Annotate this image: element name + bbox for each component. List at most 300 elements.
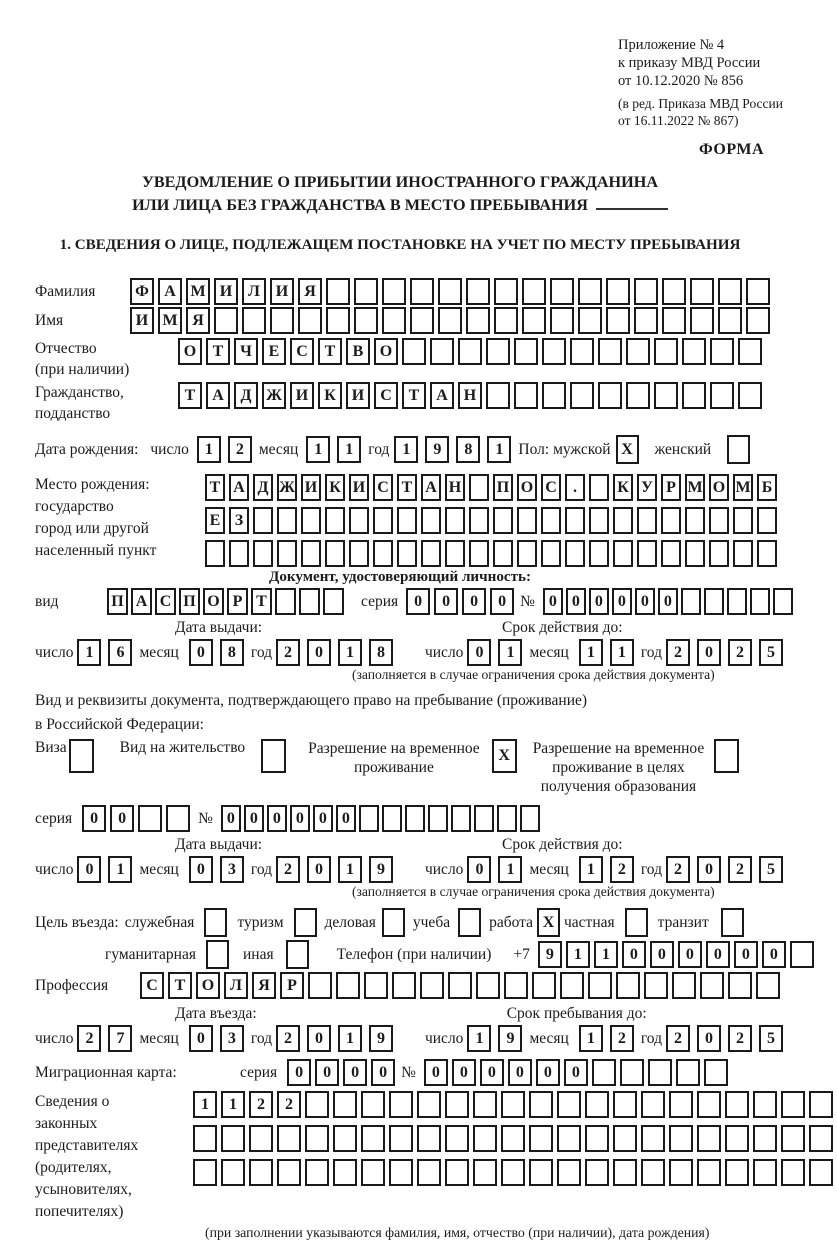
char-cell[interactable] <box>359 805 379 832</box>
char-cell[interactable] <box>214 307 238 334</box>
char-cell[interactable] <box>389 1159 413 1186</box>
char-cell[interactable] <box>598 338 622 365</box>
char-cell[interactable] <box>725 1091 749 1118</box>
char-cell[interactable]: 0 <box>267 805 287 832</box>
char-cell[interactable] <box>592 1059 616 1086</box>
char-cell[interactable] <box>221 1125 245 1152</box>
char-cell[interactable] <box>298 307 322 334</box>
char-cell[interactable] <box>473 1091 497 1118</box>
char-cell[interactable] <box>662 307 686 334</box>
char-cell[interactable] <box>382 278 406 305</box>
char-cell[interactable] <box>641 1125 665 1152</box>
char-cell[interactable]: 5 <box>759 856 783 883</box>
char-cell[interactable] <box>781 1125 805 1152</box>
char-cell[interactable]: 1 <box>221 1091 245 1118</box>
char-cell[interactable] <box>253 540 273 567</box>
char-cell[interactable] <box>301 507 321 534</box>
char-cell[interactable] <box>626 338 650 365</box>
char-cell[interactable] <box>644 972 668 999</box>
char-cell[interactable] <box>494 278 518 305</box>
char-cell[interactable]: 3 <box>220 1025 244 1052</box>
char-cell[interactable]: 0 <box>371 1059 395 1086</box>
checkbox-cell[interactable] <box>261 739 286 773</box>
char-cell[interactable]: Ж <box>262 382 286 409</box>
char-cell[interactable] <box>166 805 190 832</box>
char-cell[interactable] <box>445 507 465 534</box>
char-cell[interactable]: 0 <box>678 941 702 968</box>
char-cell[interactable] <box>458 338 482 365</box>
char-cell[interactable] <box>654 382 678 409</box>
char-cell[interactable] <box>585 1125 609 1152</box>
char-cell[interactable] <box>270 307 294 334</box>
char-cell[interactable] <box>718 278 742 305</box>
char-cell[interactable] <box>557 1125 581 1152</box>
char-cell[interactable] <box>809 1159 833 1186</box>
char-cell[interactable]: 2 <box>666 1025 690 1052</box>
char-cell[interactable] <box>277 540 297 567</box>
char-cell[interactable] <box>326 278 350 305</box>
char-cell[interactable] <box>709 507 729 534</box>
char-cell[interactable]: 1 <box>579 639 603 666</box>
char-cell[interactable]: Т <box>168 972 192 999</box>
char-cell[interactable] <box>682 338 706 365</box>
char-cell[interactable] <box>514 382 538 409</box>
char-cell[interactable]: С <box>374 382 398 409</box>
char-cell[interactable] <box>781 1159 805 1186</box>
char-cell[interactable]: 1 <box>487 436 511 463</box>
char-cell[interactable] <box>193 1159 217 1186</box>
char-cell[interactable] <box>402 338 426 365</box>
char-cell[interactable] <box>616 972 640 999</box>
char-cell[interactable] <box>589 540 609 567</box>
char-cell[interactable] <box>445 540 465 567</box>
char-cell[interactable] <box>733 507 753 534</box>
char-cell[interactable] <box>578 307 602 334</box>
char-cell[interactable]: 9 <box>369 1025 393 1052</box>
char-cell[interactable] <box>738 382 762 409</box>
char-cell[interactable] <box>325 540 345 567</box>
char-cell[interactable]: М <box>158 307 182 334</box>
char-cell[interactable] <box>349 540 369 567</box>
char-cell[interactable] <box>613 1091 637 1118</box>
char-cell[interactable] <box>697 1159 721 1186</box>
char-cell[interactable]: А <box>430 382 454 409</box>
char-cell[interactable]: 9 <box>538 941 562 968</box>
char-cell[interactable] <box>448 972 472 999</box>
char-cell[interactable] <box>205 540 225 567</box>
char-cell[interactable] <box>493 507 513 534</box>
char-cell[interactable]: Т <box>397 474 417 501</box>
char-cell[interactable]: 6 <box>108 639 132 666</box>
char-cell[interactable]: С <box>140 972 164 999</box>
char-cell[interactable] <box>430 338 454 365</box>
char-cell[interactable]: 1 <box>467 1025 491 1052</box>
char-cell[interactable] <box>301 540 321 567</box>
char-cell[interactable]: Л <box>224 972 248 999</box>
char-cell[interactable] <box>613 540 633 567</box>
char-cell[interactable] <box>529 1125 553 1152</box>
char-cell[interactable]: 0 <box>336 805 356 832</box>
char-cell[interactable] <box>354 278 378 305</box>
char-cell[interactable] <box>757 540 777 567</box>
char-cell[interactable] <box>299 588 320 615</box>
char-cell[interactable] <box>520 805 540 832</box>
char-cell[interactable] <box>662 278 686 305</box>
char-cell[interactable] <box>753 1125 777 1152</box>
char-cell[interactable]: Т <box>318 338 342 365</box>
char-cell[interactable] <box>704 1059 728 1086</box>
char-cell[interactable]: Р <box>280 972 304 999</box>
char-cell[interactable]: 0 <box>508 1059 532 1086</box>
char-cell[interactable]: 2 <box>610 1025 634 1052</box>
char-cell[interactable] <box>277 1125 301 1152</box>
char-cell[interactable] <box>389 1125 413 1152</box>
char-cell[interactable] <box>690 307 714 334</box>
char-cell[interactable] <box>522 307 546 334</box>
char-cell[interactable] <box>428 805 448 832</box>
char-cell[interactable] <box>138 805 162 832</box>
char-cell[interactable]: 0 <box>313 805 333 832</box>
checkbox-cell[interactable] <box>206 940 229 969</box>
char-cell[interactable] <box>750 588 770 615</box>
char-cell[interactable]: С <box>155 588 176 615</box>
char-cell[interactable]: Н <box>445 474 465 501</box>
char-cell[interactable] <box>333 1125 357 1152</box>
char-cell[interactable]: 1 <box>193 1091 217 1118</box>
char-cell[interactable]: 0 <box>536 1059 560 1086</box>
char-cell[interactable] <box>438 307 462 334</box>
char-cell[interactable] <box>361 1125 385 1152</box>
char-cell[interactable] <box>410 307 434 334</box>
char-cell[interactable] <box>637 507 657 534</box>
char-cell[interactable] <box>466 278 490 305</box>
char-cell[interactable]: 0 <box>189 639 213 666</box>
char-cell[interactable] <box>588 972 612 999</box>
char-cell[interactable]: 0 <box>650 941 674 968</box>
char-cell[interactable] <box>661 507 681 534</box>
char-cell[interactable]: 0 <box>110 805 134 832</box>
char-cell[interactable] <box>501 1091 525 1118</box>
char-cell[interactable]: 0 <box>697 1025 721 1052</box>
char-cell[interactable]: А <box>158 278 182 305</box>
char-cell[interactable]: М <box>186 278 210 305</box>
char-cell[interactable]: О <box>517 474 537 501</box>
char-cell[interactable] <box>648 1059 672 1086</box>
char-cell[interactable] <box>746 278 770 305</box>
char-cell[interactable] <box>669 1091 693 1118</box>
char-cell[interactable]: М <box>685 474 705 501</box>
char-cell[interactable]: А <box>229 474 249 501</box>
char-cell[interactable]: 1 <box>594 941 618 968</box>
char-cell[interactable] <box>661 540 681 567</box>
char-cell[interactable]: 2 <box>276 1025 300 1052</box>
char-cell[interactable] <box>417 1125 441 1152</box>
char-cell[interactable]: Р <box>661 474 681 501</box>
char-cell[interactable] <box>557 1159 581 1186</box>
char-cell[interactable] <box>308 972 332 999</box>
char-cell[interactable]: 0 <box>307 856 331 883</box>
char-cell[interactable] <box>389 1091 413 1118</box>
char-cell[interactable] <box>697 1125 721 1152</box>
char-cell[interactable] <box>405 805 425 832</box>
char-cell[interactable]: Б <box>757 474 777 501</box>
char-cell[interactable]: С <box>541 474 561 501</box>
char-cell[interactable]: 1 <box>197 436 221 463</box>
char-cell[interactable]: 2 <box>77 1025 101 1052</box>
char-cell[interactable]: К <box>613 474 633 501</box>
checkbox-cell[interactable]: X <box>616 435 639 464</box>
checkbox-cell[interactable] <box>69 739 94 773</box>
char-cell[interactable] <box>305 1091 329 1118</box>
char-cell[interactable]: П <box>107 588 128 615</box>
char-cell[interactable]: 0 <box>706 941 730 968</box>
char-cell[interactable] <box>613 1159 637 1186</box>
char-cell[interactable] <box>560 972 584 999</box>
char-cell[interactable] <box>325 507 345 534</box>
char-cell[interactable]: 3 <box>220 856 244 883</box>
char-cell[interactable] <box>494 307 518 334</box>
char-cell[interactable] <box>476 972 500 999</box>
char-cell[interactable]: 0 <box>697 856 721 883</box>
char-cell[interactable]: 1 <box>338 1025 362 1052</box>
char-cell[interactable] <box>589 507 609 534</box>
char-cell[interactable]: О <box>178 338 202 365</box>
char-cell[interactable]: В <box>346 338 370 365</box>
char-cell[interactable]: Т <box>251 588 272 615</box>
char-cell[interactable] <box>397 507 417 534</box>
char-cell[interactable] <box>221 1159 245 1186</box>
char-cell[interactable] <box>361 1159 385 1186</box>
char-cell[interactable]: 0 <box>564 1059 588 1086</box>
char-cell[interactable]: 0 <box>490 588 514 615</box>
checkbox-cell[interactable] <box>204 908 227 937</box>
char-cell[interactable]: 1 <box>498 856 522 883</box>
char-cell[interactable] <box>529 1159 553 1186</box>
char-cell[interactable] <box>641 1159 665 1186</box>
char-cell[interactable]: И <box>301 474 321 501</box>
char-cell[interactable] <box>445 1091 469 1118</box>
char-cell[interactable] <box>253 507 273 534</box>
char-cell[interactable] <box>585 1091 609 1118</box>
char-cell[interactable] <box>725 1125 749 1152</box>
char-cell[interactable]: 0 <box>189 1025 213 1052</box>
char-cell[interactable]: 0 <box>290 805 310 832</box>
char-cell[interactable]: 8 <box>456 436 480 463</box>
char-cell[interactable]: 0 <box>406 588 430 615</box>
char-cell[interactable] <box>373 507 393 534</box>
char-cell[interactable]: Т <box>178 382 202 409</box>
char-cell[interactable]: Я <box>252 972 276 999</box>
char-cell[interactable] <box>606 307 630 334</box>
char-cell[interactable] <box>790 941 814 968</box>
char-cell[interactable]: И <box>130 307 154 334</box>
char-cell[interactable] <box>541 507 561 534</box>
char-cell[interactable]: З <box>229 507 249 534</box>
char-cell[interactable]: 8 <box>369 639 393 666</box>
char-cell[interactable] <box>275 588 296 615</box>
char-cell[interactable]: 0 <box>697 639 721 666</box>
char-cell[interactable]: 9 <box>498 1025 522 1052</box>
char-cell[interactable] <box>305 1159 329 1186</box>
char-cell[interactable] <box>634 278 658 305</box>
char-cell[interactable] <box>728 972 752 999</box>
char-cell[interactable]: 1 <box>108 856 132 883</box>
char-cell[interactable]: П <box>493 474 513 501</box>
char-cell[interactable] <box>469 540 489 567</box>
char-cell[interactable] <box>501 1159 525 1186</box>
char-cell[interactable]: С <box>373 474 393 501</box>
char-cell[interactable] <box>469 507 489 534</box>
char-cell[interactable]: 0 <box>343 1059 367 1086</box>
char-cell[interactable]: 0 <box>307 1025 331 1052</box>
char-cell[interactable]: Ч <box>234 338 258 365</box>
char-cell[interactable]: 1 <box>579 1025 603 1052</box>
char-cell[interactable] <box>781 1091 805 1118</box>
char-cell[interactable] <box>809 1125 833 1152</box>
char-cell[interactable] <box>620 1059 644 1086</box>
char-cell[interactable] <box>541 540 561 567</box>
char-cell[interactable]: 0 <box>189 856 213 883</box>
char-cell[interactable] <box>373 540 393 567</box>
char-cell[interactable]: Л <box>242 278 266 305</box>
checkbox-cell[interactable] <box>382 908 405 937</box>
char-cell[interactable] <box>809 1091 833 1118</box>
char-cell[interactable]: Д <box>253 474 273 501</box>
char-cell[interactable]: 8 <box>220 639 244 666</box>
char-cell[interactable]: 9 <box>369 856 393 883</box>
char-cell[interactable] <box>501 1125 525 1152</box>
char-cell[interactable]: 0 <box>315 1059 339 1086</box>
char-cell[interactable] <box>746 307 770 334</box>
char-cell[interactable]: И <box>346 382 370 409</box>
checkbox-cell[interactable] <box>727 435 750 464</box>
char-cell[interactable] <box>417 1159 441 1186</box>
char-cell[interactable] <box>757 507 777 534</box>
char-cell[interactable]: 7 <box>108 1025 132 1052</box>
char-cell[interactable] <box>669 1125 693 1152</box>
char-cell[interactable]: А <box>421 474 441 501</box>
char-cell[interactable] <box>305 1125 329 1152</box>
char-cell[interactable] <box>354 307 378 334</box>
char-cell[interactable]: 2 <box>728 856 752 883</box>
char-cell[interactable]: 0 <box>467 856 491 883</box>
char-cell[interactable] <box>756 972 780 999</box>
char-cell[interactable]: О <box>709 474 729 501</box>
char-cell[interactable] <box>753 1159 777 1186</box>
char-cell[interactable] <box>364 972 388 999</box>
char-cell[interactable] <box>606 278 630 305</box>
char-cell[interactable]: Я <box>298 278 322 305</box>
char-cell[interactable] <box>709 540 729 567</box>
char-cell[interactable] <box>504 972 528 999</box>
checkbox-cell[interactable] <box>721 908 744 937</box>
char-cell[interactable] <box>336 972 360 999</box>
char-cell[interactable] <box>474 805 494 832</box>
char-cell[interactable] <box>486 338 510 365</box>
char-cell[interactable]: 2 <box>728 639 752 666</box>
char-cell[interactable] <box>589 474 609 501</box>
checkbox-cell[interactable] <box>625 908 648 937</box>
char-cell[interactable]: А <box>131 588 152 615</box>
char-cell[interactable] <box>323 588 344 615</box>
char-cell[interactable] <box>727 588 747 615</box>
char-cell[interactable]: 1 <box>338 639 362 666</box>
char-cell[interactable] <box>333 1091 357 1118</box>
char-cell[interactable]: И <box>349 474 369 501</box>
char-cell[interactable]: О <box>196 972 220 999</box>
char-cell[interactable] <box>685 540 705 567</box>
char-cell[interactable] <box>725 1159 749 1186</box>
char-cell[interactable]: 2 <box>228 436 252 463</box>
char-cell[interactable] <box>438 278 462 305</box>
char-cell[interactable]: И <box>290 382 314 409</box>
char-cell[interactable]: К <box>318 382 342 409</box>
char-cell[interactable] <box>542 338 566 365</box>
char-cell[interactable] <box>738 338 762 365</box>
char-cell[interactable] <box>565 507 585 534</box>
char-cell[interactable] <box>242 307 266 334</box>
char-cell[interactable]: 0 <box>452 1059 476 1086</box>
char-cell[interactable] <box>361 1091 385 1118</box>
char-cell[interactable] <box>249 1125 273 1152</box>
checkbox-cell[interactable] <box>458 908 481 937</box>
char-cell[interactable]: И <box>214 278 238 305</box>
char-cell[interactable]: О <box>203 588 224 615</box>
char-cell[interactable] <box>445 1125 469 1152</box>
char-cell[interactable]: К <box>325 474 345 501</box>
char-cell[interactable]: 0 <box>434 588 458 615</box>
char-cell[interactable]: 0 <box>543 588 563 615</box>
char-cell[interactable] <box>733 540 753 567</box>
char-cell[interactable] <box>532 972 556 999</box>
char-cell[interactable] <box>700 972 724 999</box>
char-cell[interactable]: 0 <box>424 1059 448 1086</box>
char-cell[interactable]: 0 <box>734 941 758 968</box>
char-cell[interactable] <box>529 1091 553 1118</box>
char-cell[interactable]: 5 <box>759 1025 783 1052</box>
char-cell[interactable]: 2 <box>276 639 300 666</box>
char-cell[interactable]: 2 <box>666 639 690 666</box>
char-cell[interactable]: Т <box>206 338 230 365</box>
char-cell[interactable]: А <box>206 382 230 409</box>
char-cell[interactable] <box>710 382 734 409</box>
char-cell[interactable] <box>466 307 490 334</box>
char-cell[interactable] <box>557 1091 581 1118</box>
checkbox-cell[interactable] <box>294 908 317 937</box>
char-cell[interactable]: 0 <box>762 941 786 968</box>
char-cell[interactable]: Р <box>227 588 248 615</box>
checkbox-cell[interactable] <box>714 739 739 773</box>
char-cell[interactable]: 1 <box>338 856 362 883</box>
char-cell[interactable]: 2 <box>249 1091 273 1118</box>
char-cell[interactable]: 0 <box>467 639 491 666</box>
char-cell[interactable]: 0 <box>635 588 655 615</box>
char-cell[interactable]: 2 <box>666 856 690 883</box>
char-cell[interactable] <box>410 278 434 305</box>
char-cell[interactable] <box>681 588 701 615</box>
char-cell[interactable] <box>451 805 471 832</box>
char-cell[interactable]: 2 <box>728 1025 752 1052</box>
char-cell[interactable] <box>421 540 441 567</box>
char-cell[interactable] <box>585 1159 609 1186</box>
char-cell[interactable] <box>570 382 594 409</box>
char-cell[interactable]: 0 <box>77 856 101 883</box>
char-cell[interactable]: 0 <box>480 1059 504 1086</box>
char-cell[interactable] <box>229 540 249 567</box>
checkbox-cell[interactable]: X <box>492 739 517 773</box>
char-cell[interactable]: Ф <box>130 278 154 305</box>
char-cell[interactable] <box>550 307 574 334</box>
